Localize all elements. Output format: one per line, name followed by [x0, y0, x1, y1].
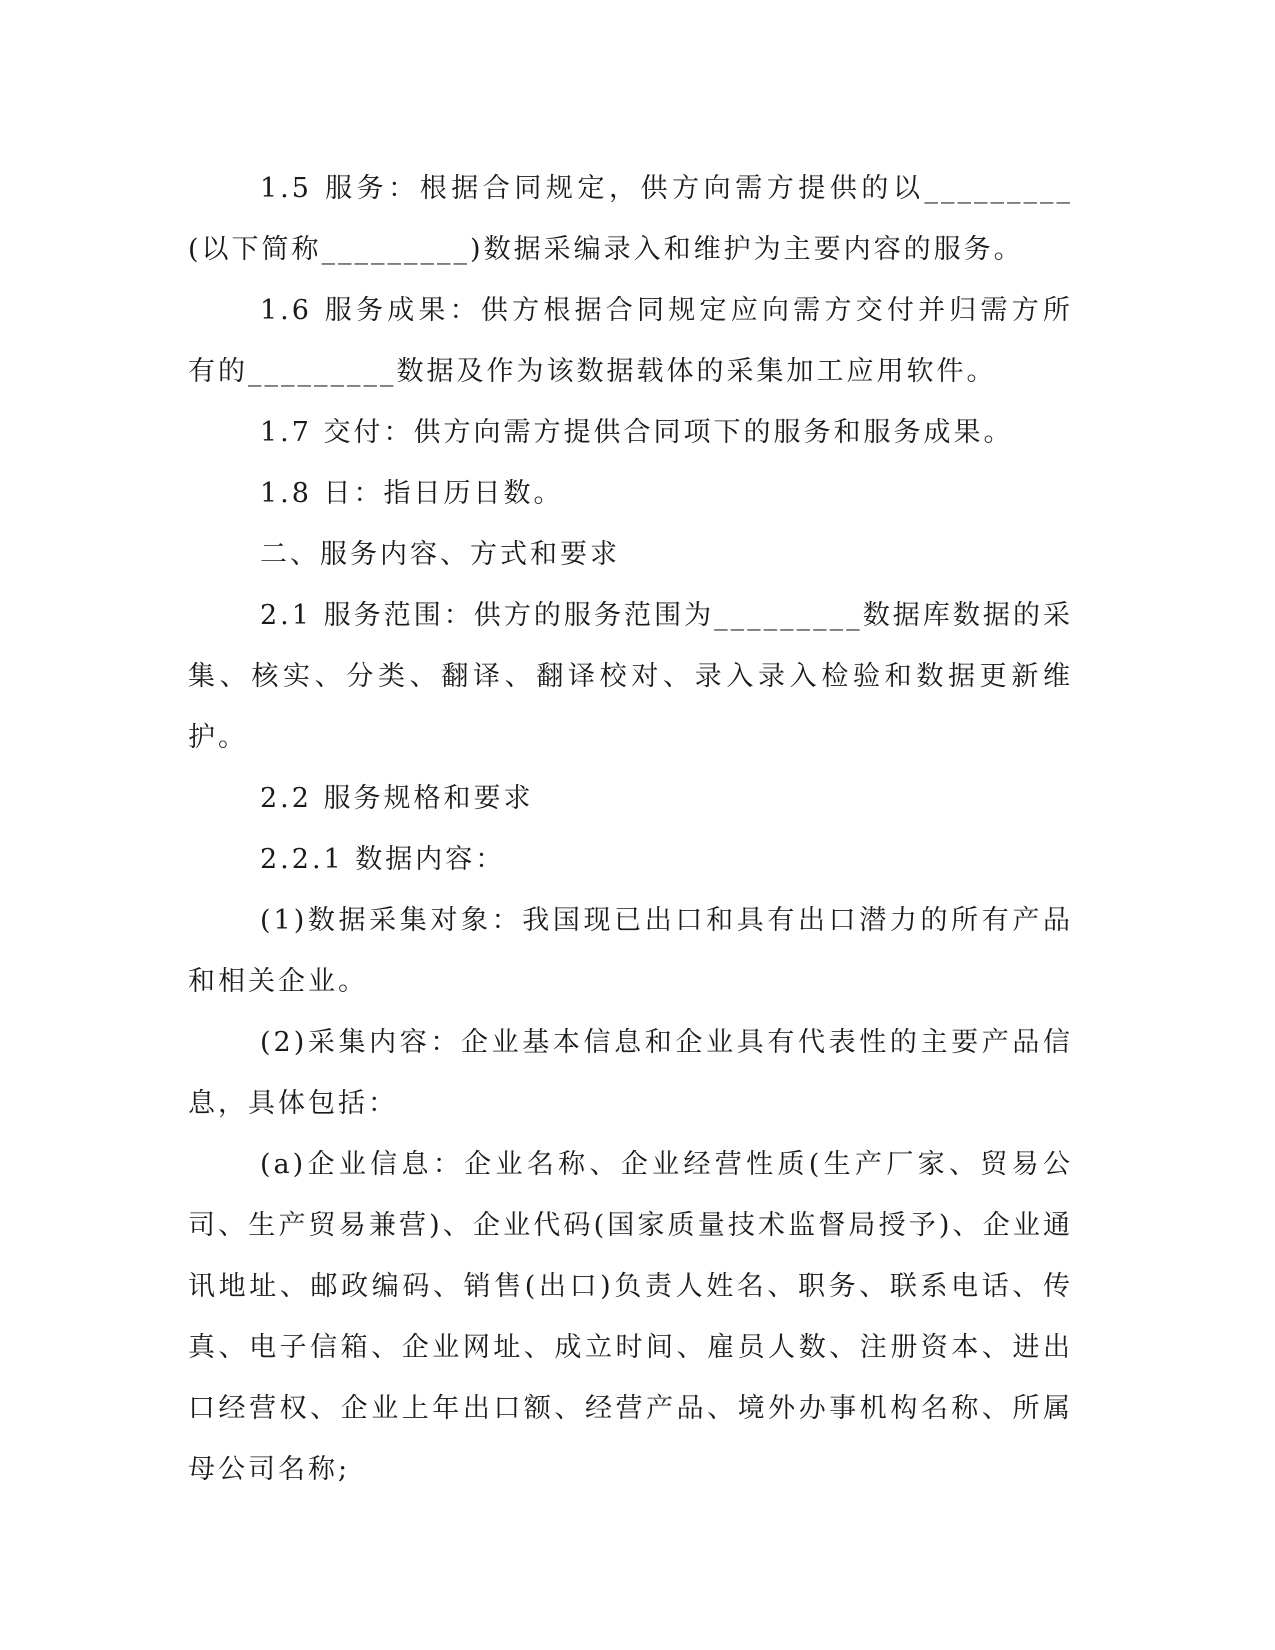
list-item-1-collection-target: (1)数据采集对象：我国现已出口和具有出口潜力的所有产品和相关企业。 — [188, 905, 1073, 997]
paragraph-2-2-1-data-content: 2.2.1 数据内容： — [260, 844, 506, 875]
list-item-a-company-info: (a)企业信息：企业名称、企业经营性质(生产厂家、贸易公司、生产贸易兼营)、企业代码(国家质量技术监督局授予)、企业通讯地址、邮政编码、销售(出口)负责人姓名、职务、联系电话、传真、电子信箱、企业网址、成立时间、雇员人数、注册资本、进出口经营权、企业上年出口额、经营产品、境外办事机构名称、所属母公司名称; — [188, 1149, 1073, 1485]
paragraph-1-6-service-results: 1.6 服务成果：供方根据合同规定应向需方交付并归需方所有的_________数据及作为该数据载体的采集加工应用软件。 — [188, 295, 1073, 387]
document-body — [188, 158, 1073, 1500]
paragraph-2-2-specs: 2.2 服务规格和要求 — [260, 783, 534, 814]
paragraph-1-8-day: 1.8 日：指日历日数。 — [260, 478, 564, 509]
section-heading-2: 二、服务内容、方式和要求 — [260, 539, 620, 570]
list-item-2-collection-content: (2)采集内容：企业基本信息和企业具有代表性的主要产品信息，具体包括： — [188, 1027, 1073, 1119]
paragraph-1-5-service: 1.5 服务：根据合同规定，供方向需方提供的以_________(以下简称_________)数据采编录入和维护为主要内容的服务。 — [188, 173, 1073, 265]
paragraph-2-1-scope: 2.1 服务范围：供方的服务范围为_________数据库数据的采集、核实、分类、翻译、翻译校对、录入录入检验和数据更新维护。 — [188, 600, 1073, 753]
paragraph-1-7-delivery: 1.7 交付：供方向需方提供合同项下的服务和服务成果。 — [260, 417, 1014, 448]
